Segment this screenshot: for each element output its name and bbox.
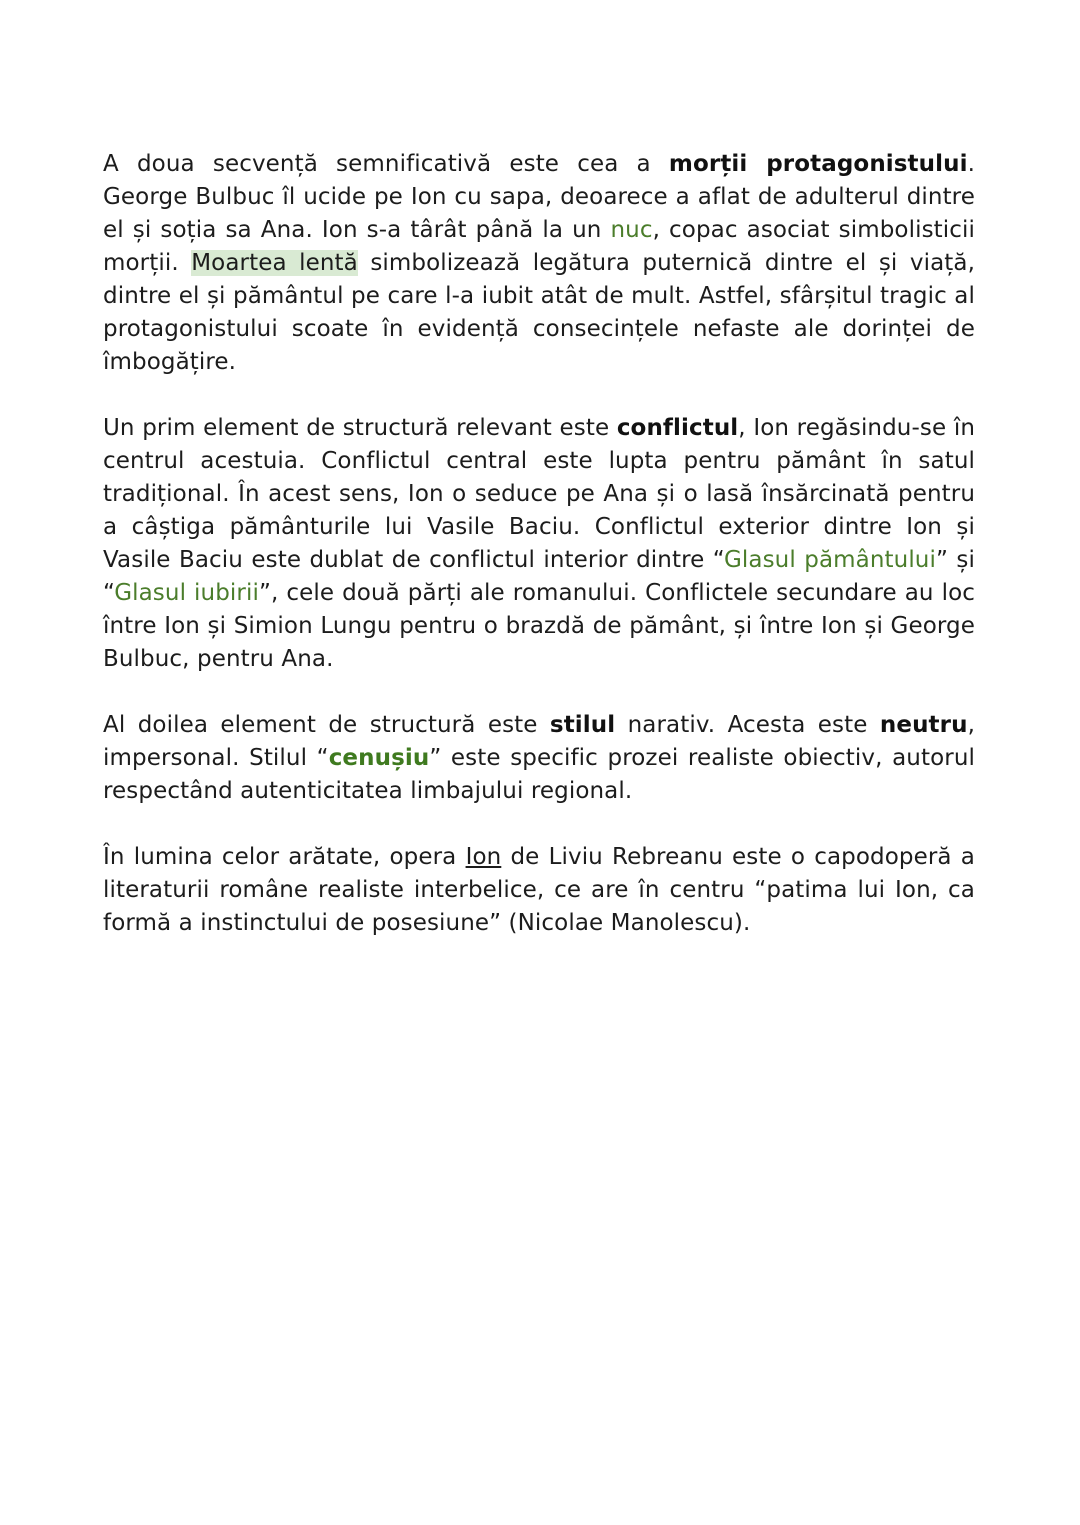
- bold-phrase: morții protagonistului: [668, 151, 968, 177]
- bold-phrase: neutru: [879, 712, 968, 738]
- text-run: de Liviu Rebreanu este o capodoperă a literaturii române realiste interbelice, ce are în centru “patima lui Ion, ca formă a instinctului de posesiune” (Nicolae Manolescu).: [103, 844, 975, 936]
- text-run: , Ion regăsindu-se în centrul acestuia. Conflictul central este lupta pentru pământ în satul tradițional. În acest sens, Ion o seduce pe Ana și o lasă însărcinată pentru a câștiga pământurile lui Vasile Baciu. Conflictul exterior dintre Ion și Vasile Baciu este dublat de conflictul interior dintre “: [103, 415, 975, 573]
- green-term: nuc: [610, 217, 653, 243]
- bold-phrase: stilul: [549, 712, 616, 738]
- bold-phrase: conflictul: [616, 415, 739, 441]
- paragraph-conclusion: [103, 841, 975, 940]
- text-run: ” este specific prozei realiste obiectiv, autorul respectând autenticitatea limbajului regional.: [103, 745, 975, 804]
- highlighted-phrase: Moartea lentă: [191, 250, 358, 276]
- text-run: , impersonal. Stilul “: [103, 712, 975, 771]
- text-run: În lumina celor arătate, opera: [103, 844, 466, 870]
- document-page: [103, 148, 975, 973]
- paragraph-death-sequence: [103, 148, 975, 379]
- paragraph-conflict: [103, 412, 975, 676]
- text-run: simbolizează legătura puternică dintre el și viață, dintre el și pământul pe care l-a iubit atât de mult. Astfel, sfârșitul tragic al protagonistului scoate în evidență consecințele nefaste ale dorinței de îmbogățire.: [103, 250, 975, 375]
- text-run: . George Bulbuc îl ucide pe Ion cu sapa, deoarece a aflat de adulterul dintre el și soția sa Ana. Ion s-a târât până la un: [103, 151, 975, 243]
- underlined-title: Ion: [465, 844, 502, 870]
- text-run: narativ. Acesta este: [615, 712, 880, 738]
- green-bold-term: cenușiu: [328, 745, 430, 771]
- text-run: Un prim element de structură relevant este: [103, 415, 617, 441]
- text-run: ” și “: [103, 547, 975, 606]
- green-term: Glasul iubirii: [114, 580, 259, 606]
- green-term: Glasul pământului: [723, 547, 936, 573]
- paragraph-style: [103, 709, 975, 808]
- text-run: A doua secvență semnificativă este cea a: [103, 151, 669, 177]
- text-run: Al doilea element de structură este: [103, 712, 550, 738]
- text-run: ”, cele două părți ale romanului. Conflictele secundare au loc între Ion și Simion Lungu pentru o brazdă de pământ, și între Ion și George Bulbuc, pentru Ana.: [103, 580, 976, 672]
- text-run: , copac asociat simbolisticii morții.: [103, 217, 975, 276]
